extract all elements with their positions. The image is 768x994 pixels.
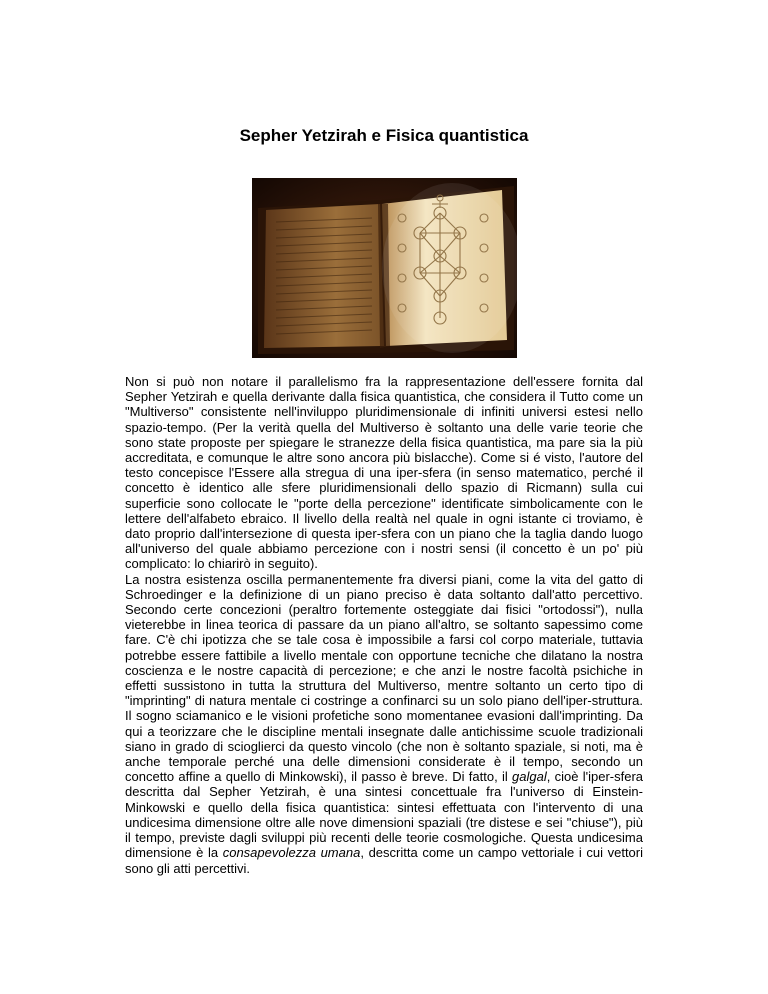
paragraph-1: Non si può non notare il parallelismo fra la rappresentazione dell'essere fornita dal Sepher Yetzirah e quella derivante dalla fisica quantistica, che considera il Tutto come un "Multiverso" consistente nell'inviluppo pluridimensionale di infiniti universi estesi nello spazio-tempo. (Per la verità quella del Multiverso è soltanto una delle varie teorie che sono state proposte per spiegare le stranezze della fisica quantistica, ma pare sia la più accreditata, e comunque le altre sono ancora più bislacche). Come si é visto, l'autore del testo concepisce l'Essere alla stregua di una iper-sfera (in senso matematico, perché il concetto è identico alle sfere pluridimensionali dello spazio di Ricmann) sulla cui superficie sono collocate le "porte della percezione" identificate simbolicamente con le lettere dell'alfabeto ebraico. Il livello della realtà nel quale in ogni istante ci troviamo, è dato proprio dall'intersezione di questa iper-sfera con un piano che la taglia dando luogo all'universo del quale abbiamo percezione con i nostri sensi (il concetto è un po' più complicato: lo chiarirò in seguito). (125, 374, 643, 572)
light-glow (382, 183, 517, 353)
book-illustration (252, 178, 517, 358)
galgal-term: galgal (512, 769, 547, 785)
page-title: Sepher Yetzirah e Fisica quantistica (239, 126, 529, 146)
paragraph-2-text-b: , cioè l'iper-sfera descritta dal Sepher Yetzirah, è una sintesi concettuale fra l'universo di Einstein-Minkowski e quello della fisica quantistica: sintesi effettuata con l'intervento di una undicesima dimensione oltre alle nove dimensioni spaziali (tre distese e sei "chiuse"), più il tempo, previste dagli sviluppi più recenti delle teorie cosmologiche. Questa undicesima dimensione è la (125, 769, 644, 861)
paragraph-2-text-c: , descritta come un campo vettoriale i cui vettori sono gli atti percettivi. (125, 845, 644, 876)
book-photo (252, 178, 517, 358)
consapevolezza-term: consapevolezza umana (222, 845, 361, 861)
paragraph-2-text-a: La nostra esistenza oscilla permanentemente fra diversi piani, come la vita del gatto di Schroedinger e la definizione di un piano preciso è data soltanto dall'atto percettivo. Secondo certe concezioni (peraltro fortemente osteggiate dai fisici "ortodossi"), nulla vieterebbe in linea teorica di passare da un piano all'altro, se soltanto sapessimo come fare. C'è chi ipotizza che se tale cosa è impossibile a farsi col corpo materiale, tuttavia potrebbe essere fattibile a livello mentale con opportune tecniche che dilatano la nostra coscienza e le nostre capacità di percezione; e che anzi le nostre facoltà psichiche in effetti sussistono in tutta la struttura del Multiverso, mentre soltanto un certo tipo di "imprinting" di natura mentale ci costringe a confinarci su un solo piano dell'iper-struttura. Il sogno sciamanico e le visioni profetiche sono momentanee evasioni dall'imprinting. Da qui a teorizzare che le discipline mentali insegnate dalle antichissime scuole tradizionali siano in grado di scioglierci da questo vincolo (che non è soltanto spaziale, si noti, ma è anche temporale perché una delle dimensioni considerate è il tempo, secondo un concetto affine a quello di Minkowski), il passo è breve. Di fatto, il (125, 571, 643, 785)
article-body (125, 374, 643, 876)
paragraph-2 (125, 572, 643, 876)
